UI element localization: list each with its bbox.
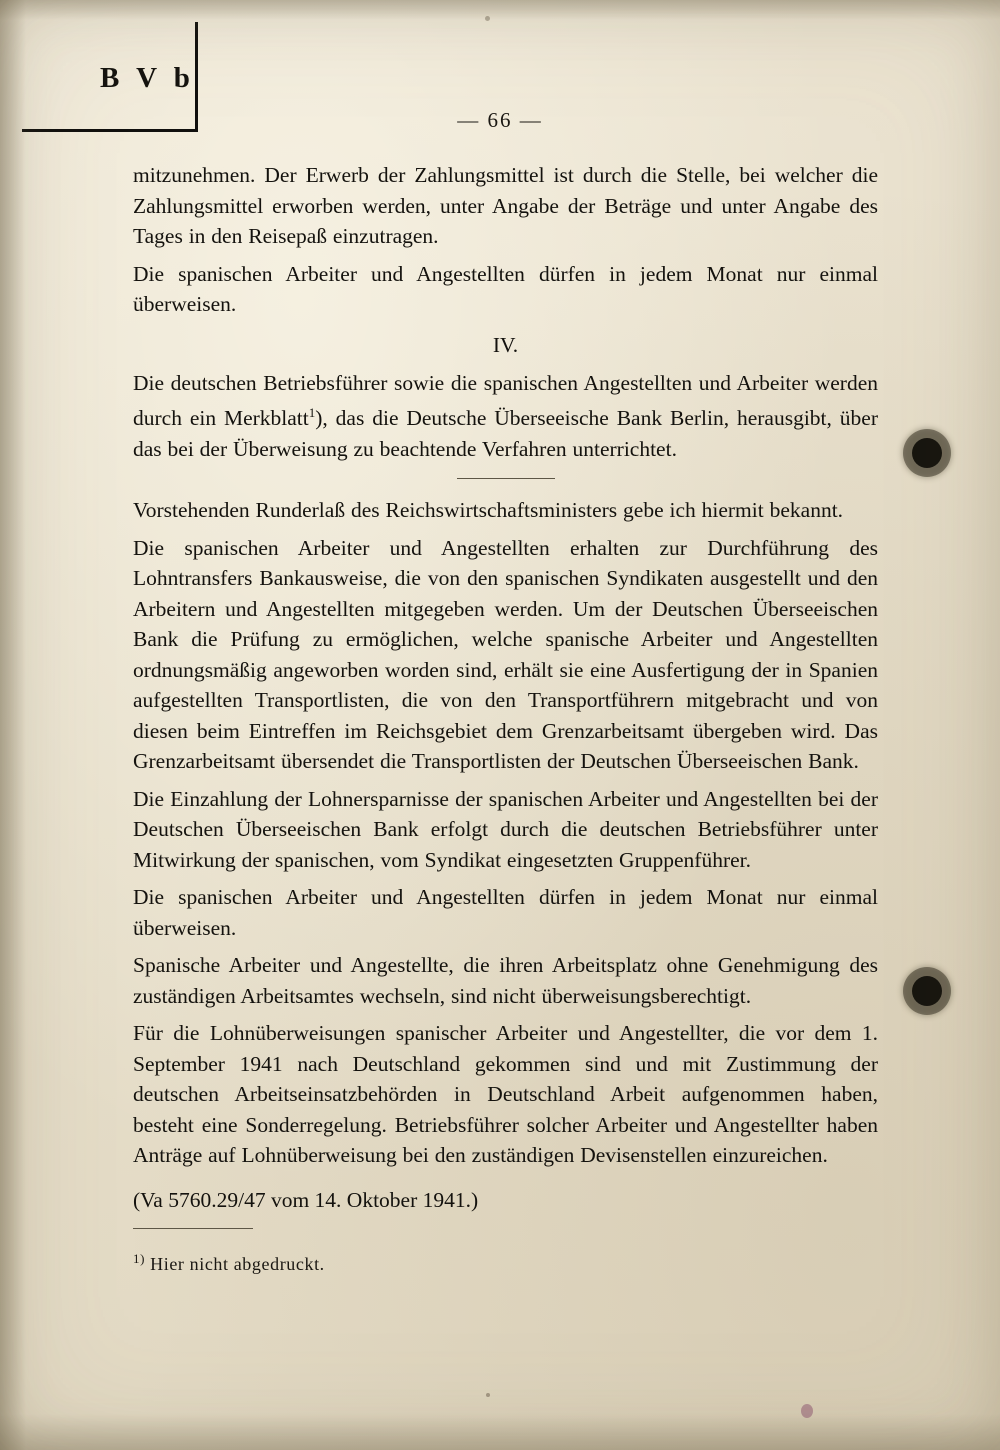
footnote-text: Hier nicht abgedruckt. — [150, 1254, 325, 1274]
citation-reference: (Va 5760.29/47 vom 14. Oktober 1941.) — [133, 1187, 479, 1212]
punch-hole-icon — [912, 976, 942, 1006]
paper-stain — [801, 1404, 813, 1418]
scan-edge-shadow-bottom — [0, 1414, 1000, 1450]
paragraph-text-prefix: Die deutschen Betriebsführer sowie die spanischen Angestellten und Arbeiter werden durch ein Merkblatt — [133, 370, 878, 431]
footnote-marker: 1) — [133, 1251, 146, 1266]
paragraph: Spanische Arbeiter und Angestellte, die ihren Arbeitsplatz ohne Genehmigung des zuständigen Arbeitsamtes wechseln, sind nicht überweisungsberechtigt. — [133, 953, 878, 1008]
footnote-divider-rule — [133, 1228, 253, 1229]
paper-speck — [486, 1393, 490, 1397]
paper-speck — [485, 16, 490, 21]
paragraph: mitzunehmen. Der Erwerb der Zahlungsmittel ist durch die Stelle, bei welcher die Zahlungsmittel erworben werden, unter Angabe der Beträge und unter Angabe des Tages in den Reisepaß einzutragen. — [133, 163, 878, 248]
page-body — [133, 160, 878, 1215]
section-heading: IV. — [492, 332, 519, 357]
section-divider-rule — [457, 478, 555, 479]
paragraph: Vorstehenden Runderlaß des Reichswirtschaftsministers gebe ich hiermit bekannt. — [133, 498, 844, 523]
footnote — [133, 1247, 878, 1276]
scan-edge-shadow-top — [0, 0, 1000, 20]
paragraph-with-footnote — [133, 368, 878, 465]
footnote-area — [133, 1228, 878, 1276]
footnote-reference: 1 — [308, 405, 316, 420]
punch-hole-icon — [912, 438, 942, 468]
page-number: — 66 — — [457, 108, 543, 132]
scan-edge-shadow-left — [0, 0, 26, 1450]
section-marker-label: B V b — [100, 62, 195, 94]
paragraph: Die spanischen Arbeiter und Angestellten dürfen in jedem Monat nur einmal überweisen. — [133, 885, 878, 940]
paragraph: Die Einzahlung der Lohnersparnisse der spanischen Arbeiter und Angestellten bei der Deutschen Überseeischen Bank erfolgt durch die deutschen Betriebsführer unter Mitwirkung der spanischen, vom Syndikat eingesetzten Gruppenführer. — [133, 786, 878, 872]
paragraph: Für die Lohnüberweisungen spanischer Arbeiter und Angestellter, die vor dem 1. September 1941 nach Deutschland gekommen sind und mit Zustimmung der deutschen Arbeitseinsatzbehörden in Deutschland Arbeit aufgenommen haben, besteht eine Sonderregelung. Betriebsführer solcher Arbeiter und Angestellter haben Anträge auf Lohnüberweisung bei den zuständigen Devisenstellen einzureichen. — [133, 1021, 878, 1168]
paragraph-text-suffix: ), das die Deutsche Überseeische Bank Berlin, herausgibt, über das bei der Überweisung zu beachtende Verfahren unterrichtet. — [133, 406, 878, 461]
paragraph: Die spanischen Arbeiter und Angestellten erhalten zur Durchführung des Lohntransfers Bankausweise, die von den spanischen Syndikaten ausgestellt und den Arbeitern und Angestellten mitgegeben werden. Um der Deutschen Überseeischen Bank die Prüfung zu ermöglichen, welche spanische Arbeiter und Angestellten ordnungsmäßig angeworben worden sind, erhält sie eine Ausfertigung der in Spanien aufgestellten Transportlisten, die von den Transportführern mitgebracht und von diesen beim Eintreffen im Reichsgebiet dem Grenzarbeitsamt übergeben wird. Das Grenzarbeitsamt übersendet die Transportlisten der Deutschen Überseeischen Bank. — [133, 535, 878, 774]
paragraph: Die spanischen Arbeiter und Angestellten dürfen in jedem Monat nur einmal überweisen. — [133, 261, 878, 316]
